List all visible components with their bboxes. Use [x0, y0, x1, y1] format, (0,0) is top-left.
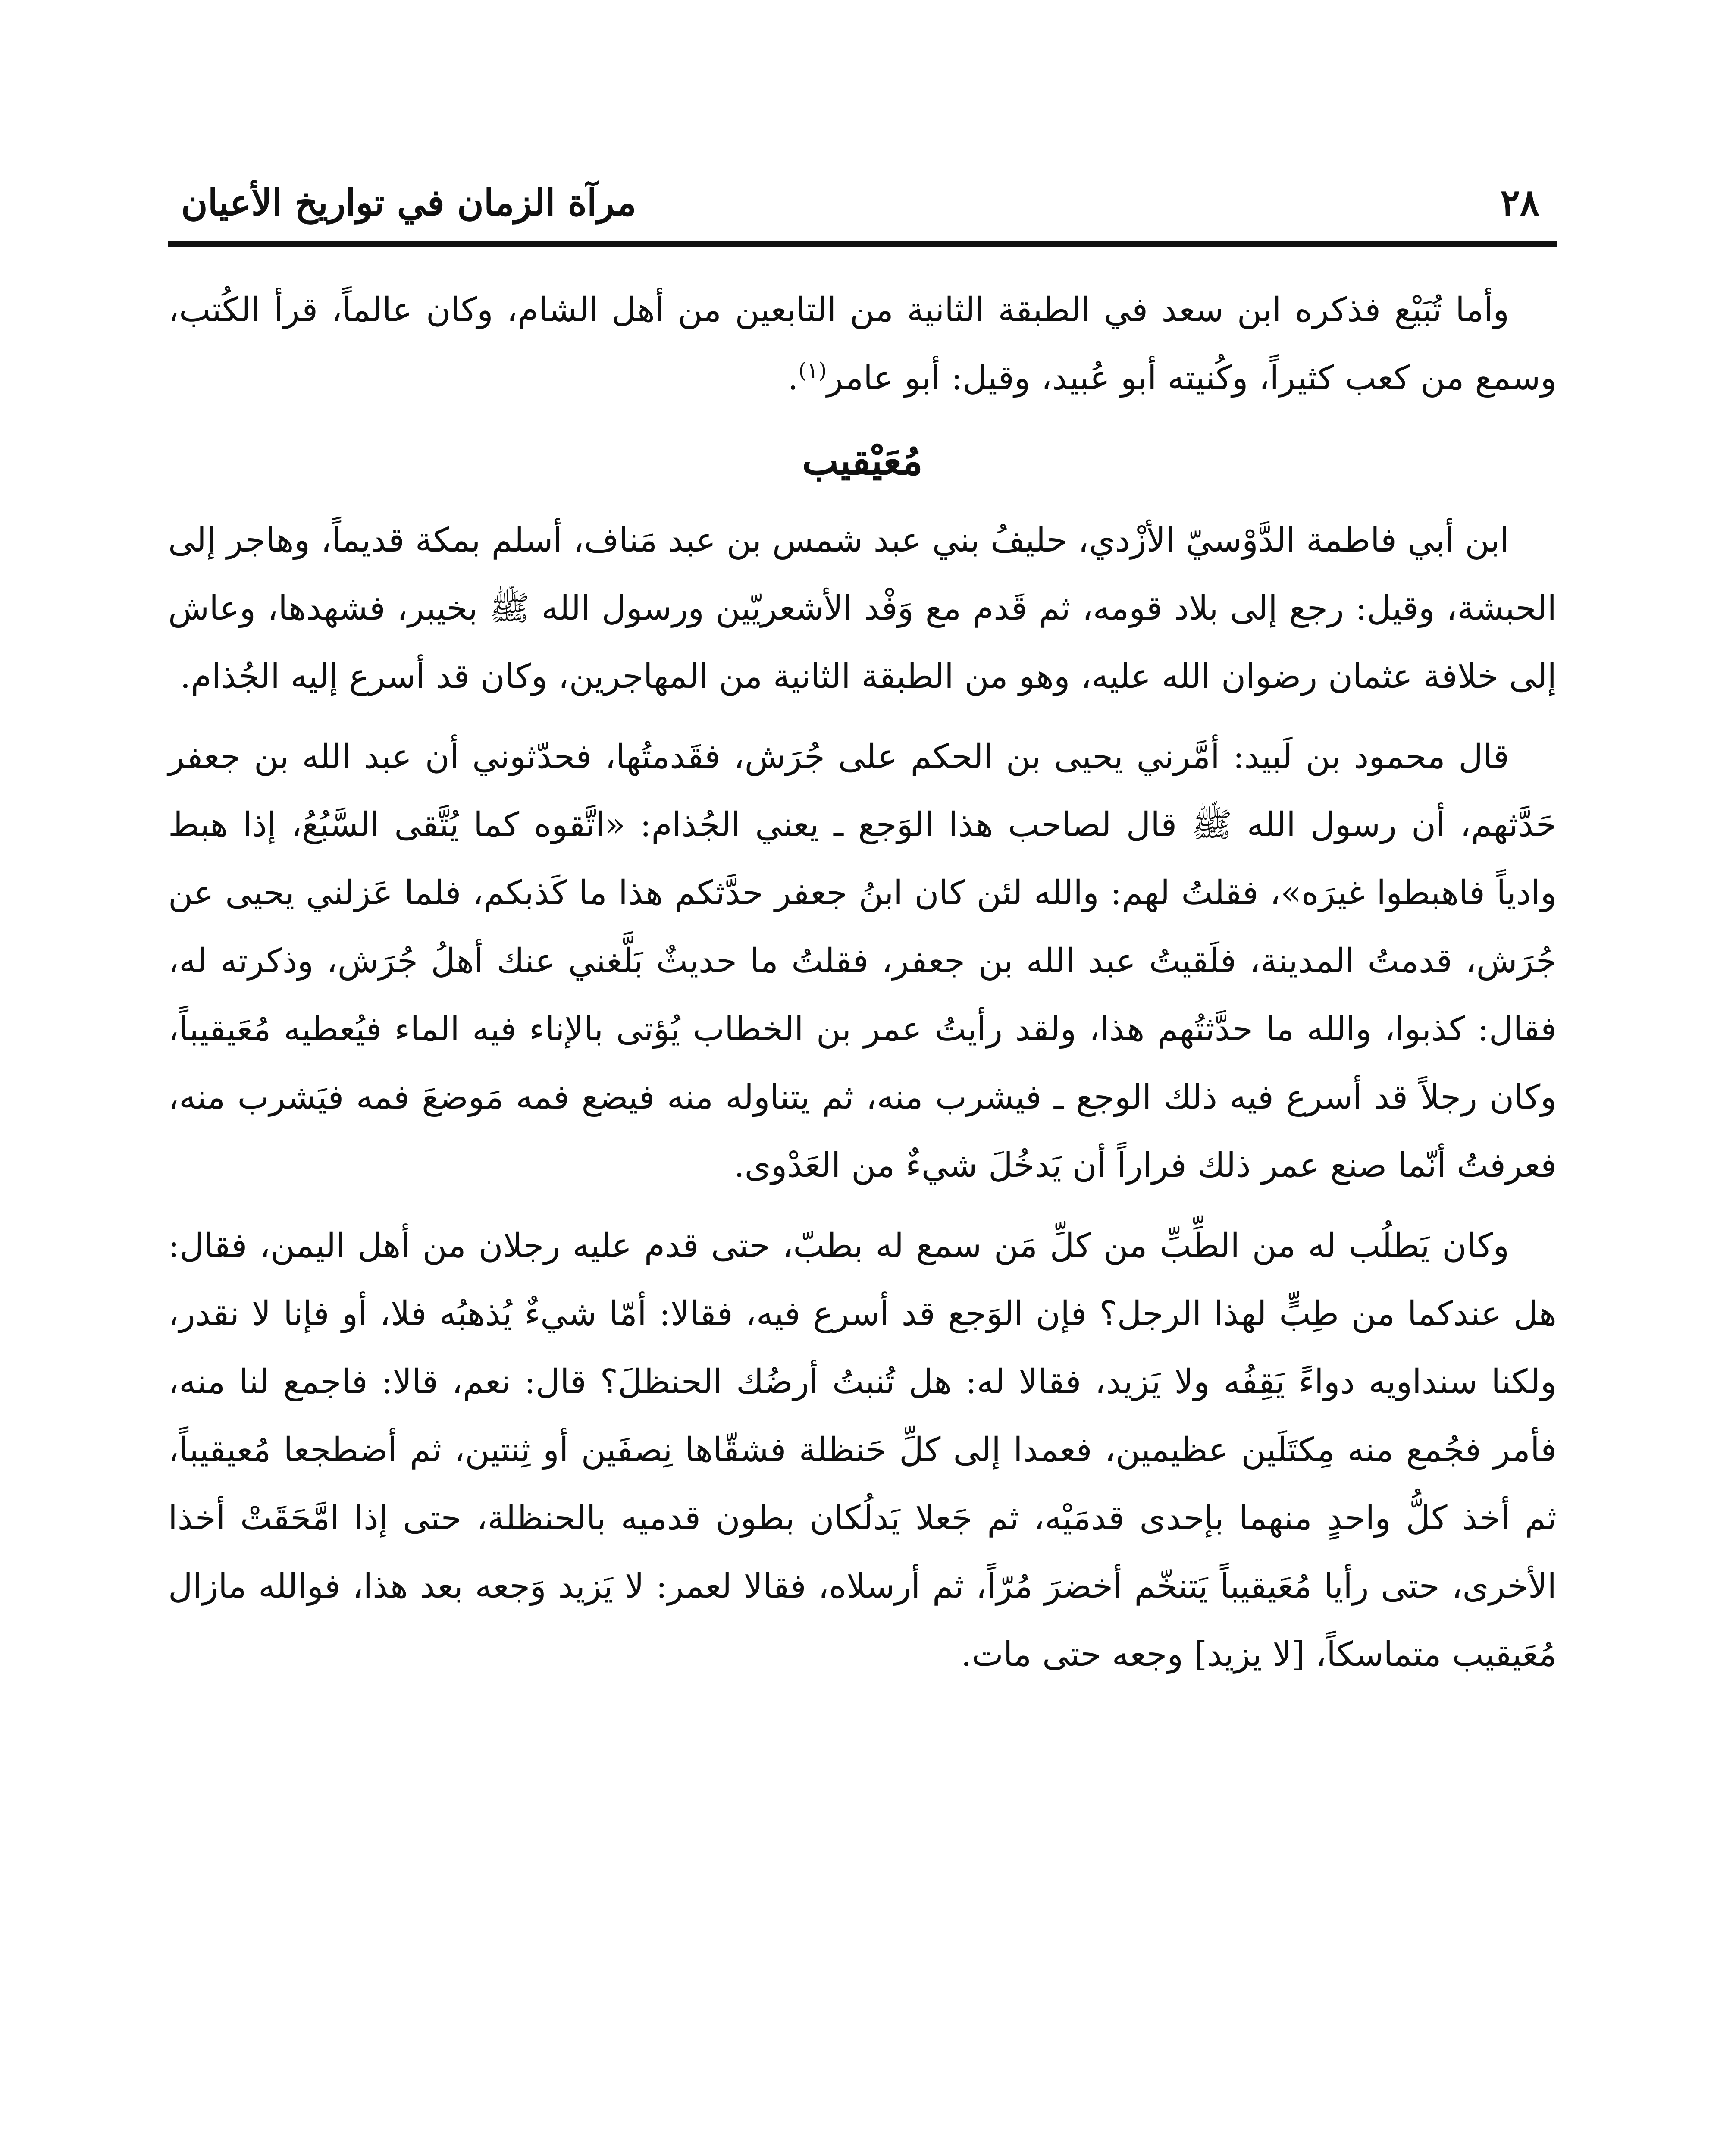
paragraph-tubay-text: وأما تُبَيْع فذكره ابن سعد في الطبقة الثانية من التابعين من أهل الشام، وكان عالماً، قرأ الكُتب، وسمع من كعب كثيراً، وكُنيته أبو عُبيد، وقيل: أبو عامر [168, 291, 1557, 398]
page-number: ٢٨ [1500, 181, 1539, 224]
running-header [168, 164, 1557, 241]
paragraph-mahmud-narration: قال محمود بن لَبيد: أمَّرني يحيى بن الحكم على جُرَش، فقَدمتُها، فحدّثوني أن عبد الله بن جعفر حَدَّثهم، أن رسول الله ﷺ قال لصاحب هذا الوَجع ـ يعني الجُذام: «اتَّقوه كما يُتَّقى السَّبُعُ، إذا هبط وادياً فاهبطوا غيرَه»، فقلتُ لهم: والله لئن كان ابنُ جعفر حدَّثكم هذا ما كَذبكم، فلما عَزلني يحيى عن جُرَش، قدمتُ المدينة، فلَقيتُ عبد الله بن جعفر، فقلتُ ما حديثٌ بَلَّغني عنك أهلُ جُرَش، وذكرته له، فقال: كذبوا، والله ما حدَّثتُهم هذا، ولقد رأيتُ عمر بن الخطاب يُؤتى بالإناء فيه الماء فيُعطيه مُعَيقيباً، وكان رجلاً قد أسرع فيه ذلك الوجع ـ فيشرب منه، ثم يتناوله منه فيضع فمه مَوضعَ فمه فيَشرب منه، فعرفتُ أنّما صنع عمر ذلك فراراً أن يَدخُلَ شيءٌ من العَدْوى. [168, 737, 1557, 1185]
section-title: مُعَيْقيب [802, 438, 923, 484]
main-text [168, 276, 1557, 1701]
paragraph-muayqib-bio: ابن أبي فاطمة الدَّوْسيّ الأزْدي، حليفُ بني عبد شمس بن عبد مَناف، أسلم بمكة قديماً، وهاجر إلى الحبشة، وقيل: رجع إلى بلاد قومه، ثم قَدم مع وَفْد الأشعريّين ورسول الله ﷺ بخيبر، فشهدها، وعاش إلى خلافة عثمان رضوان الله عليه، وهو من الطبقة الثانية من المهاجرين، وكان قد أسرع إليه الجُذام. [168, 521, 1557, 696]
paragraph-treatment: وكان يَطلُب له من الطِّبِّ من كلِّ مَن سمع له بطبّ، حتى قدم عليه رجلان من أهل اليمن، فقال: هل عندكما من طِبٍّ لهذا الرجل؟ فإن الوَجع قد أسرع فيه، فقالا: أمّا شيءٌ يُذهبُه فلا، أو فإنا لا نقدر، ولكنا سنداويه دواءً يَقِفُه ولا يَزيد، فقالا له: هل تُنبتُ أرضُك الحنظلَ؟ قال: نعم، قالا: فاجمع لنا منه، فأمر فجُمع منه مِكتَلَين عظيمين، فعمدا إلى كلِّ حَنظلة فشقّاها نِصفَين أو ثِنتين، ثم أضطجعا مُعيقيباً، ثم أخذ كلُّ واحدٍ منهما بإحدى قدمَيْه، ثم جَعلا يَدلُكان بطون قدميه بالحنظلة، حتى إذا امَّحَقَتْ أخذا الأخرى، حتى رأيا مُعَيقيباً يَتنخّم أخضرَ مُرّاً، ثم أرسلاه، فقالا لعمر: لا يَزيد وَجعه بعد هذا، فوالله مازال مُعَيقيب متماسكاً، [لا يزيد] وجعه حتى مات. [168, 1226, 1557, 1674]
book-title: مرآة الزمان في تواريخ الأعيان [181, 181, 636, 224]
header-rule [168, 241, 1557, 247]
paragraph-tubay-end: . [787, 359, 799, 398]
paragraph-tubay [168, 276, 1557, 412]
footnote-reference: (١) [798, 358, 827, 383]
book-page [168, 155, 1557, 2156]
